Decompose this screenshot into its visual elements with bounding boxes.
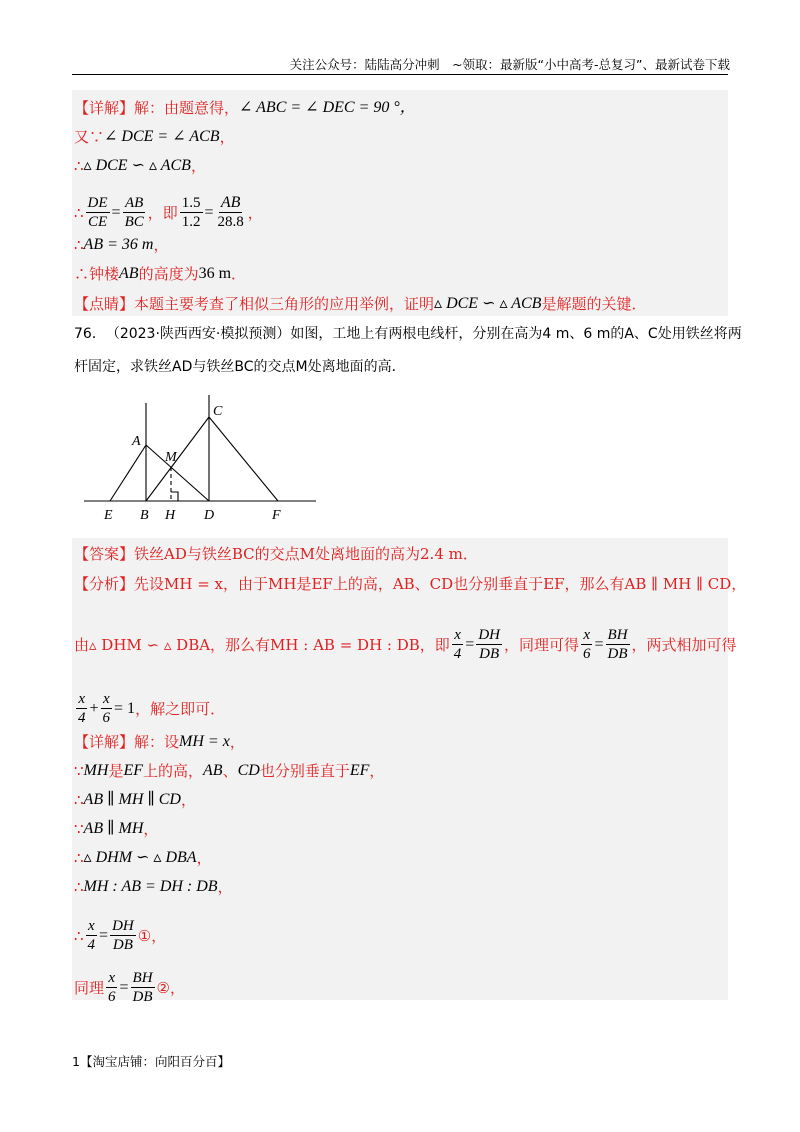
- fraction: $\frac{x}{6}$: [583, 627, 591, 662]
- fraction: $\frac{x}{4}$: [453, 627, 462, 662]
- fraction: $\frac{BH}{DB}$: [607, 627, 628, 662]
- prev-line-4: ∴ $\frac{DE}{CE}$ = $\frac{AB}{BC}$ ，即 $\frac{1.5}{1.2}$ = $\frac{AB}{28.8}$ ，: [74, 194, 263, 230]
- fraction: $\frac{DH}{DB}$: [112, 918, 134, 953]
- analysis-line-2: 由▵ DHM ∽ ▵ DBA，那么有MH : AB = DH : DB，即 $\frac{x}{4}$ = $\frac{DH}{DB}$ ，同理可得 $\frac{x}{6}$ = $\frac{BH}{DB}$ ，两式相加可得: [74, 627, 737, 662]
- answer-line: [74, 544, 478, 564]
- detail-line-1: 【详解】 解：设 MH = x ，: [74, 733, 245, 751]
- label-m: M: [165, 450, 177, 465]
- label-h: H: [165, 508, 176, 523]
- label-a: A: [132, 434, 141, 449]
- question-source: （2023·陕西西安·模拟预测）: [105, 326, 291, 342]
- detail-line-4: ∵ AB ∥ MH ，: [74, 820, 159, 838]
- detail-line-3: ∴ AB ∥ MH ∥ CD ，: [74, 791, 196, 809]
- detail-line-5: ∴ ▵ DHM ∽ ▵ DBA ，: [74, 849, 212, 867]
- wire-ea: [110, 445, 146, 501]
- wire-bc: [146, 417, 209, 501]
- detail-tag: 【详解】: [74, 99, 135, 117]
- fraction: $\frac{x}{4}$: [87, 918, 96, 953]
- fraction: $\frac{1.5}{1.2}$: [181, 195, 201, 230]
- detail-line-6: ∴ MH : AB = DH : DB ，: [74, 878, 233, 896]
- comment-tag: 【点睛】: [74, 295, 135, 313]
- fraction: $\frac{x}{6}$: [108, 970, 116, 1005]
- detail-tag: 【详解】: [74, 733, 135, 751]
- fraction: $\frac{DH}{DB}$: [478, 627, 500, 662]
- label-d: D: [204, 508, 215, 523]
- answer-tag: 【答案】: [74, 545, 135, 563]
- answer-text: 铁丝AD与铁丝BC的交点M处离地面的高为2.4 m．: [134, 545, 478, 563]
- page-footer: 1【淘宝店铺：向阳百分百】: [72, 1054, 230, 1069]
- detail-line-8: 同理 $\frac{x}{6}$ = $\frac{BH}{DB}$ ②，: [74, 970, 185, 1005]
- prev-line-6: ∴钟楼 AB 的高度为 36 m ．: [74, 265, 247, 283]
- fraction: $\frac{x}{6}$: [102, 691, 111, 726]
- geometry-figure: [80, 395, 320, 530]
- fraction: $\frac{DE}{CE}$: [87, 195, 108, 230]
- fraction: $\frac{BH}{DB}$: [132, 970, 153, 1005]
- analysis-line-3: $\frac{x}{4}$ + $\frac{x}{6}$ = 1 ，解之即可．: [78, 691, 226, 726]
- fraction: $\frac{AB}{BC}$: [124, 195, 144, 230]
- analysis-tag: 【分析】: [74, 575, 135, 593]
- question-number: 76．: [74, 326, 106, 342]
- header-divider: [72, 74, 728, 75]
- fraction: $\frac{x}{4}$: [78, 691, 86, 726]
- detail-line-7: ∴ $\frac{x}{4}$ = $\frac{DH}{DB}$ ①，: [74, 918, 167, 953]
- detail-line-2: ∵ MH 是 EF 上的高， AB 、 CD 也分别垂直于 EF ，: [74, 762, 385, 780]
- right-angle-mark: [171, 492, 178, 501]
- label-b: B: [140, 508, 149, 523]
- prev-comment-line: 【点睛】 本题主要考查了相似三角形的应用举例，证明 ▵ DCE ∽ ▵ ACB 是解题的关键．: [74, 295, 647, 313]
- prev-line-3: ∴ ▵ DCE ∽ ▵ ACB ，: [74, 157, 206, 175]
- page-header: 关注公众号：陆陆高分冲刺 ~领取：最新版“小中高考-总复习”、最新试卷下载: [289, 57, 730, 72]
- label-e: E: [104, 508, 113, 523]
- analysis-line-1: 【分析】 先设MH = x，由于MH是EF上的高，AB、CD也分别垂直于EF，那么有AB ∥ MH ∥ CD，: [74, 575, 747, 593]
- question-line-2: 杆固定，求铁丝AD与铁丝BC的交点M处离地面的高．: [74, 359, 406, 375]
- prev-line-2: 又∵ ∠ DCE = ∠ ACB ，: [74, 128, 235, 146]
- prev-detail-line: 【详解】 解：由题意得， ∠ ABC = ∠ DEC = 90 °，: [74, 99, 416, 117]
- wire-cf: [209, 417, 278, 501]
- fraction: $\frac{AB}{28.8}$: [217, 194, 244, 230]
- prev-line-5: ∴ AB = 36 m ，: [74, 236, 169, 254]
- label-f: F: [272, 508, 281, 523]
- label-c: C: [213, 404, 223, 419]
- question-line-1: 76． （2023·陕西西安·模拟预测） 如图，工地上有两根电线杆，分别在高为4 m、6 m的A、C处用铁丝将两: [74, 326, 742, 342]
